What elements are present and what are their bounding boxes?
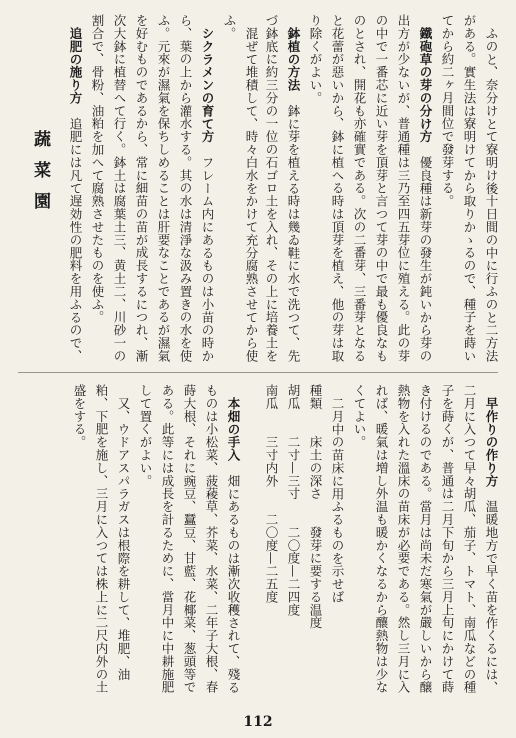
upper-right-text-column <box>262 14 502 364</box>
lower-right-text-column <box>257 384 502 704</box>
paragraph: ふのと、奈分けとて寮明け後十日間の中に行ふのと二方法がある。實生法は寮明けてから取りかゝるので、種子を蒔いてから約二ヶ月間位で發芽する。 <box>440 14 499 363</box>
table-row: 胡瓜 二寸—三寸 二〇度—二四度 <box>286 384 301 617</box>
paragraph: 鉢植の方法 鉢に芽を植える時は幾ゐ鞋に水で洗つて、先づ鉢底に約三分の一位の石ゴロ土を入れ、その上に培養土を <box>264 14 301 363</box>
subheading: シクラメンの育て方 <box>200 26 215 156</box>
table-row <box>257 384 260 704</box>
page-number: 112 <box>243 714 273 730</box>
paragraph: 鐵砲草の芽の分け方 優良種は新芽の發生が鈍いから芽の出方が少ないが、普通種は三乃至四五芽位に殖える。此の芽の中で一番芯に近い芽を頂芽と言つて芽の中で最も優良なものとされ、開花も亦確實である。次の二番芽、三番芽となると花蕾が惡いから、鉢に植へる時は頂芽を植え、他の芽は取り除くがよい。 <box>308 14 433 363</box>
paragraph: 又、ウドアスパラガスは根際を耕して、堆肥、油粕、下肥を施し、三月に入つては株上に二尺内外の土盛をする。 <box>72 384 131 694</box>
paragraph: 追肥の施り方 追肥には凡て遅効性の肥料を用ふるので、 <box>68 26 83 362</box>
paragraph: 本畑の手入 畑にあるものは漸次收穫されて、殘るものは小松菜、菠薐草、芥菜、水菜、二年子大根、春蒔大根、それに豌豆、蠶豆、甘藍、花椰菜、葱頭等である。此等には成長を計るために、當月中に中耕施肥して置くがよい。 <box>138 384 241 694</box>
subheading: 本畑の手入 <box>226 396 241 474</box>
subheading: 早作りの作り方 <box>484 396 499 500</box>
horizontal-divider <box>18 372 498 373</box>
subheading: 鉢植の方法 <box>286 26 301 104</box>
upper-left-text-column <box>62 14 262 364</box>
table-row: 南瓜 三寸内外 二〇度—二五度 <box>264 384 279 604</box>
subheading: 鐵砲草の芽の分け方 <box>418 26 433 156</box>
paragraph: シクラメンの育て方 フレーム内にあるものは小苗の時から、葉の上から灌水する。其の水は清淨な汲み置きの水を使ふ。元來が濕氣を保ちしめることは肝要なことであるが濕氣を好むものであるから、常に細苗の苗が成長するにつれ、漸次大鉢に植替へて行く。鉢土は腐葉土三、黄土二、川砂一の割合で、骨粉、油粕を加へて腐熟させたものを使ふ。 <box>90 14 215 363</box>
paragraph: 早作りの作り方 温暖地方で早く苗を作くるには、二月に入つて早々胡瓜、茄子、トマト、南瓜などの種子を蒔くが、普通は二月下旬から三月上旬にかけて蒔き付けるのである。當月は尚未だ寒氣が嚴しいから醸熱物を入れた溫床の苗床が必要である。然し三月に入れば、暖氣は増し外温も暖かくなるから釀熱物は少なくてよい。 <box>352 384 499 694</box>
subheading: 追肥の施り方 <box>68 26 83 117</box>
section-title: 蔬菜園 <box>30 130 50 223</box>
paragraph: 混ぜて堆積して、時々白水をかけて充分腐熟させてから使ふ。 <box>222 14 259 362</box>
lower-left-text-column <box>14 384 244 704</box>
table-header-row: 種類 床土の深さ 發芽に要する温度 <box>308 384 323 630</box>
paragraph: 二月中の苗床に用ふるものを示せば <box>330 396 345 603</box>
